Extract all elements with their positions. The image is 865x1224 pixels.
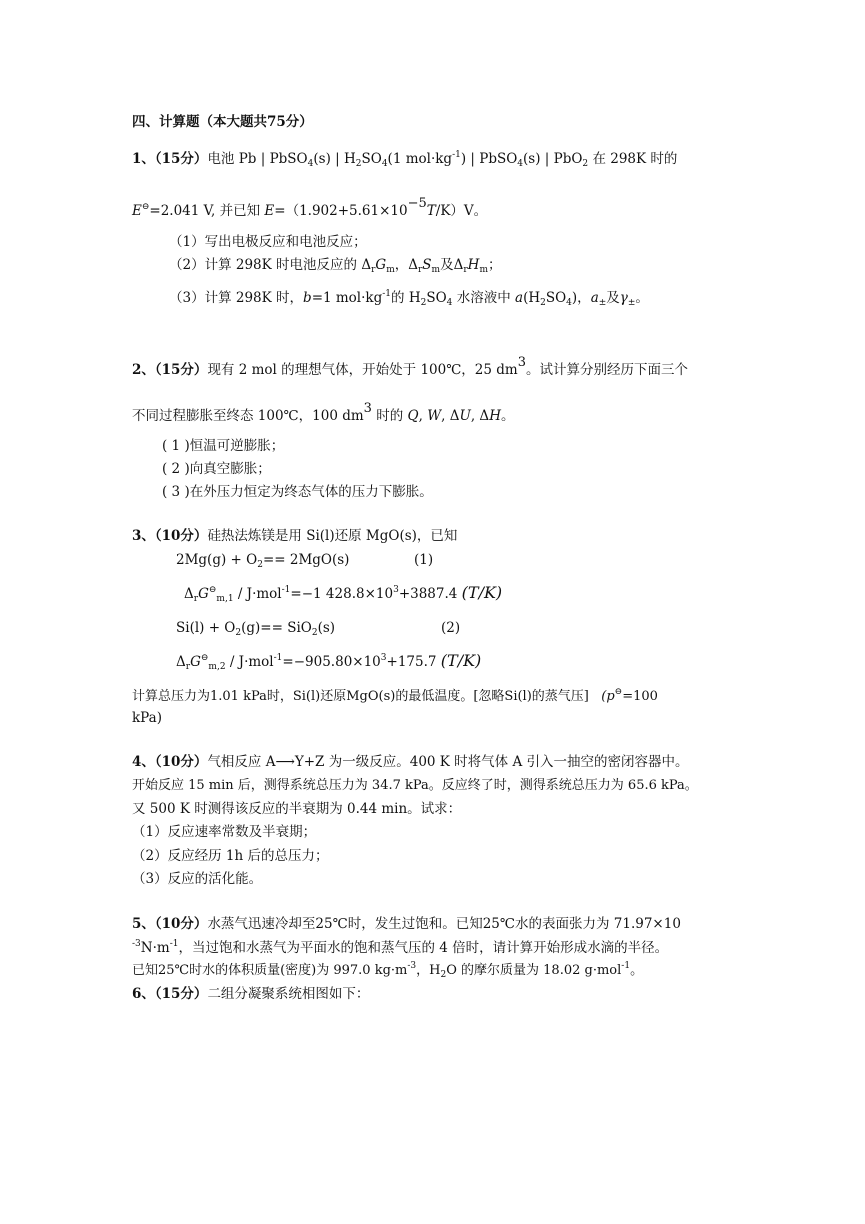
q3-gibbs-1: $\Delta_rG^⊖_{m,1} / J\cdot mol^{-1}=-1$ $428.8\times 10^3+3887.4$ (T/K)	[184, 583, 503, 604]
q4-sub-2: （2）反应经历 1h 后的总压力；	[132, 848, 329, 864]
q2-line-1: 2、（15分）现有 2 mol 的理想气体，开始处于 100℃，25 $dm^3$。试计算分别经历下面三个	[132, 355, 689, 378]
q6-line-1: 6、（15分）二组分凝聚系统相图如下：	[132, 986, 370, 1002]
q5-line-2: $^{-3}N\cdot m^{-1}$，当过饱和水蒸气为平面水的饱和蒸气压的 4 倍时，请计算开始形成水滴的半径。	[132, 939, 669, 956]
q1-line-2: E⊖=2.041 V, 并已知 $E=(1.902+5.61\times 10^{-5}T/K)V$。	[132, 196, 488, 219]
q3-question-cont: kPa)	[132, 710, 162, 726]
q3-line-1: 3、（10分）硅热法炼镁是用 Si(l)还原 MgO(s)，已知	[132, 528, 458, 544]
section-title: 四、计算题（本大题共75分）	[132, 114, 313, 130]
q1-sub-1: （1）写出电极反应和电池反应；	[169, 234, 367, 250]
q1-line-1: 1、（15分）电池 Pb | PbSO$_4$(s) | $H_2SO_4(1$ $mol\cdot kg^{-1}$) | PbSO$_4$(s) | PbO$_2$ 在 298K 时的	[132, 150, 678, 169]
q2-line-2: 不同过程膨胀至终态 100℃，100 $dm^3$ 时的 Q, W, ΔU, ΔH。	[132, 401, 515, 424]
q2-number: 2、（15分）	[132, 362, 208, 378]
q3-reaction-2: $Si(l) + O_2(g)== SiO_2(s)$	[176, 620, 336, 638]
q6-number: 6、（15分）	[132, 986, 208, 1002]
q5-number: 5、（10分）	[132, 916, 208, 932]
q5-line-3: 已知25℃时水的体积质量(密度)为 997.0 $kg\cdot m^{-3}$，$H_2O$ 的摩尔质量为 18.02 g·mol$^{-1}$。	[132, 961, 644, 980]
q1-number: 1、（15分）	[132, 151, 208, 167]
q4-sub-3: （3）反应的活化能。	[132, 871, 263, 887]
q1-sub-3: （3）计算 298K 时，b=1 $mol\cdot kg^{-1}$的 $H_2SO_4$ 水溶液中 $a(H_2SO_4)$，$a_\pm$及$\gamma_\pm$。	[169, 289, 649, 308]
q3-reaction-2-tag: (2)	[441, 620, 461, 636]
q3-gibbs-2: $\Delta_rG^⊖_{m,2} / J\cdot mol^{-1}=-905.80\times 10^3+175.7$ (T/K)	[176, 651, 482, 672]
q4-line-1: 4、（10分）气相反应 A⟶Y+Z 为一级反应。400 K 时将气体 A 引入一抽空的密闭容器中。	[132, 754, 689, 770]
q4-number: 4、（10分）	[132, 754, 208, 770]
q4-line-2: 开始反应 15 min 后，测得系统总压力为 34.7 kPa。反应终了时，测得系统总压力为 65.6 kPa。	[132, 778, 698, 793]
q3-reaction-1: $2Mg(g) + O_2== 2MgO(s)$	[176, 552, 350, 570]
q4-line-3: 又 500 K 时测得该反应的半衰期为 0.44 min。试求：	[132, 801, 462, 817]
q2-sub-2: ( 2 )向真空膨胀；	[162, 461, 271, 477]
q3-question: 计算总压力为1.01 kPa时，Si(l)还原MgO(s)的最低温度。[忽略Si(l)的蒸气压] (p⊖=100	[132, 687, 658, 704]
q4-sub-1: （1）反应速率常数及半衰期；	[132, 824, 317, 840]
q1-sub-2: （2）计算 298K 时电池反应的 $\Delta_rG_m$，$\Delta_rS_m$及$\Delta_rH_m$；	[169, 257, 502, 275]
q3-reaction-1-tag: (1)	[414, 552, 434, 568]
q2-sub-1: ( 1 )恒温可逆膨胀；	[162, 438, 285, 454]
q2-sub-3: ( 3 )在外压力恒定为终态气体的压力下膨胀。	[162, 484, 433, 500]
q5-line-1: 5、（10分）水蒸气迅速冷却至25℃时，发生过饱和。已知25℃水的表面张力为 71.97×10	[132, 916, 681, 932]
q3-number: 3、（10分）	[132, 528, 208, 544]
